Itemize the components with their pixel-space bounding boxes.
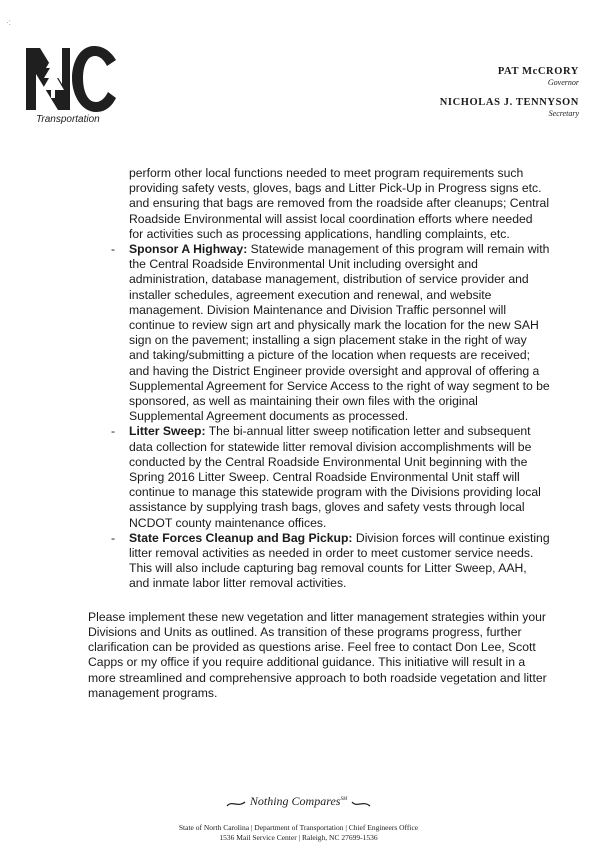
swoosh-right-icon — [351, 800, 371, 808]
governor-block — [440, 66, 579, 87]
bullet-litter-sweep — [88, 424, 550, 530]
bullet-state-forces-cleanup — [88, 531, 550, 592]
bullet-text: The bi-annual litter sweep notification letter and subsequent data collection for statewide litter removal division accomplishments will be conducted by the Central Roadside Environmental Unit beginning with the Spring 2016 Litter Sweep. Central Roadside Environmental Unit staff will continue to manage this statewide program with the Divisions providing local assistance by supplying trash bags, gloves and safety vests through local NCDOT county maintenance offices. — [129, 424, 541, 530]
slogan-wrap — [226, 794, 371, 809]
slogan — [0, 794, 597, 809]
bullet-dash: - — [110, 242, 116, 257]
footer-address-line-1: State of North Carolina | Department of Transportation | Chief Engineers Office — [178, 823, 419, 832]
footer-address — [0, 823, 597, 843]
bullet-title: Sponsor A Highway: — [129, 242, 248, 257]
bullet-sponsor-a-highway — [88, 242, 550, 424]
slogan-text: Nothing Compares — [249, 794, 341, 808]
bullet-title: State Forces Cleanup and Bag Pickup: — [129, 530, 353, 545]
footer-address-line-2: 1536 Mail Service Center | Raleigh, NC 27699-1536 — [219, 833, 378, 842]
governor-name: PAT McCRORY — [497, 66, 579, 77]
letter-body — [88, 166, 550, 701]
officials-block — [440, 66, 579, 118]
bullet-title: Litter Sweep: — [129, 424, 206, 439]
scan-corner-mark: ·: — [6, 18, 11, 27]
swoosh-left-icon — [226, 800, 246, 808]
bullet-dash: - — [110, 530, 116, 545]
bullet-dash: - — [110, 424, 116, 439]
secretary-title: Secretary — [548, 109, 579, 118]
bullet-text: Statewide management of this program will remain with the Central Roadside Environmental Unit including oversight and administration, database management, distribution of service provider and installer schedules, agreement execution and renewal, and website management. Division Maintenance and Division Traffic personnel will continue to review sign art and physically mark the location for the new SAH sign on the pavement; installing a sign placement stake in the right of way and taking/submitting a picture of the location when requests are received; and having the District Engineer provide oversight and approval of offering a Supplemental Agreement for Service Access to the right of way segment to be sponsored, as well as maintaining their own files with the original Supplemental Agreement documents as processed. — [129, 242, 550, 424]
slogan-service-mark: SM — [340, 797, 348, 802]
bullet-text: Division forces will continue existing litter removal activities as needed in order to meet customer service needs. This will also include capturing bag removal counts for Litter Sweep, AAH, and inmate labor litter removal activities. — [129, 530, 550, 591]
governor-title: Governor — [547, 78, 579, 87]
nc-logo-graphic — [22, 38, 122, 118]
intro-continuation: perform other local functions needed to meet program requirements such providing safety vests, gloves, bags and Litter Pick-Up in Progress signs etc. and ensuring that bags are removed from the roadside after cleanups; Central Roadside Environmental will assist local coordination efforts where needed for activities such as processing applications, handling complaints, etc. — [129, 166, 550, 241]
logo-caption: Transportation — [36, 114, 100, 125]
closing-paragraph: Please implement these new vegetation and litter management strategies within your Divisions and Units as outlined. As transition of these programs progress, further clarification can be provided as questions arise. Feel free to contact Don Lee, Scott Capps or my office if you require additional guidance. This initiative will result in a more streamlined and comprehensive approach to both roadside vegetation and litter management programs. — [88, 609, 547, 700]
secretary-block — [440, 97, 579, 118]
secretary-name: NICHOLAS J. TENNYSON — [439, 97, 579, 108]
